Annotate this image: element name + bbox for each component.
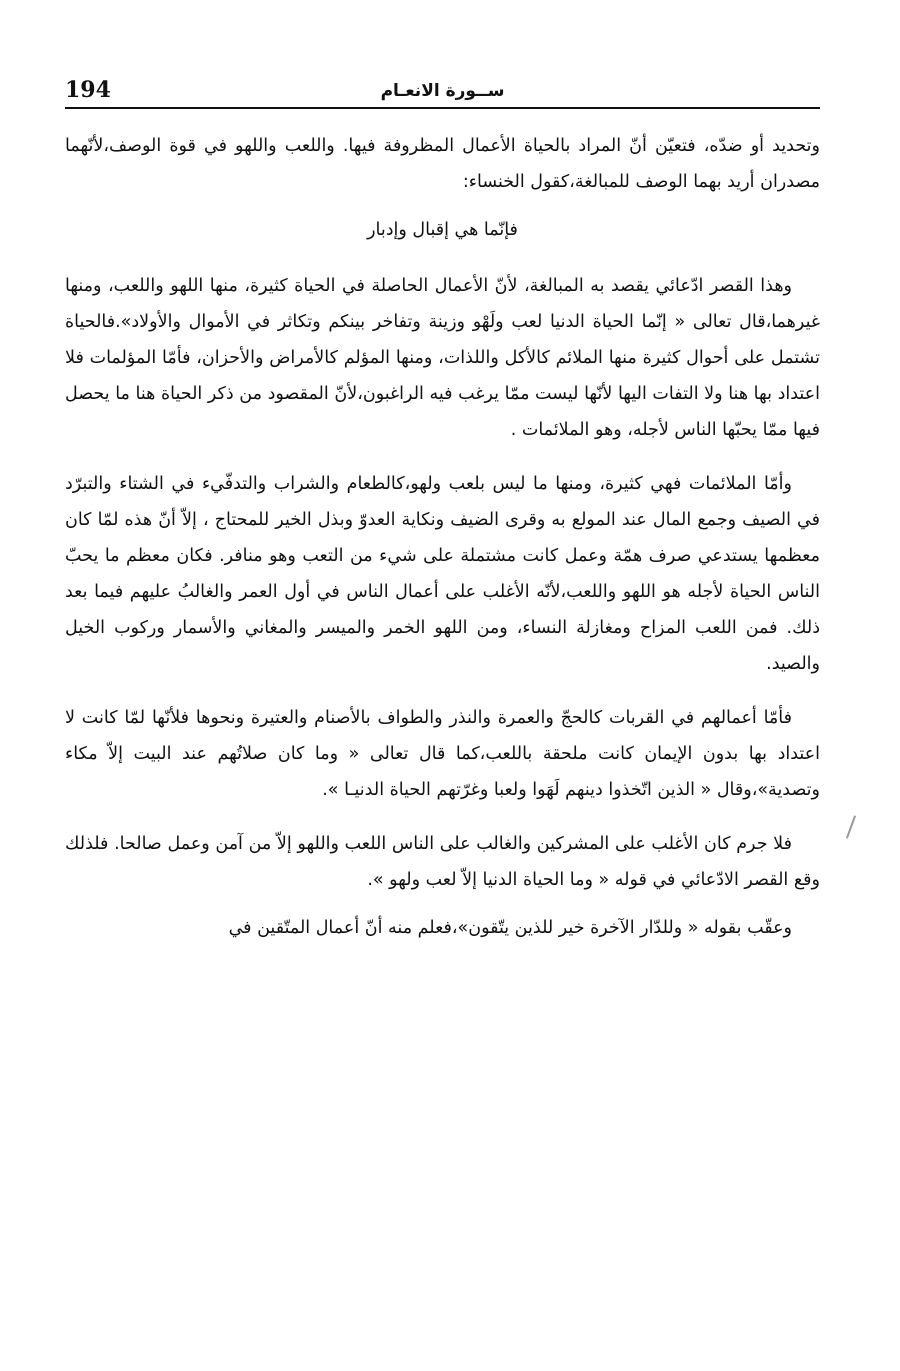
paragraph: فأمّا أعمالهم في القربات كالحجّ والعمرة والنذر والطواف بالأصنام والعتيرة ونحوها فلأنّها لمّا كانت لا اعتداد بها بدون الإيمان كانت ملحقة باللعب،كما قال تعالى « وما كان صلاتُهم عند البيت إلاّ مكاء وتصدية»،وقال « الذين اتّخذوا دينهم لَهَوا ولعبا وغرّتهم الحياة الدنيـا ». [65,708,820,800]
page-number: 194 [65,77,111,103]
paragraph: وتحديد أو ضدّه، فتعيّن أنّ المراد بالحياة الأعمال المظروفة فيها. واللعب واللهو في قوة الوصف،لأنّهما مصدران أريد بهما الوصف للمبالغة،كقول الخنساء: [65,136,820,192]
paragraph: وهذا القصر ادّعائي يقصد به المبالغة، لأنّ الأعمال الحاصلة في الحياة كثيرة، منها اللهو واللعب، ومنها غيرهما،قال تعالى « إنّما الحياة الدنيا لعب ولَهْو وزينة وتفاخر بينكم وتكاثر في الأموال والأولاد».فالحياة تشتمل على أحوال كثيرة منها الملائم كالأكل واللذات، ومنها المؤلم كالأمراض والأحزان، فأمّا المؤلمات فلا اعتداد بها هنا ولا التفات اليها لأنّها ليست ممّا يرغب فيه الراغبون،لأنّ المقصود من ذكر الحياة هنا ما يحصل فيها ممّا يحبّها الناس لأجله، وهو الملائمات . [65,276,820,440]
poetry-verse: فإنّما هي إقبال وإدبار [367,220,518,240]
paragraph: فلا جرم كان الأغلب على المشركين والغالب على الناس اللعب واللهو إلاّ من آمن وعمل صالحا. فلذلك وقع القصر الادّعائي في قوله « وما الحياة الدنيا إلاّ لعب ولهو ». [65,834,820,890]
margin-mark [846,815,856,838]
page-header [65,75,820,109]
paragraph: وعقّب بقوله « وللدّار الآخرة خير للذين يتّقون»،فعلم منه أنّ أعمال المتّقين في [228,918,792,938]
body-text [65,128,820,964]
surah-title: ســورة الانعـام [380,81,505,101]
paragraph: وأمّا الملائمات فهي كثيرة، ومنها ما ليس بلعب ولهو،كالطعام والشراب والتدفّيء في الشتاء والتبرّد في الصيف وجمع المال عند المولع به وقرى الضيف ونكاية العدوّ وبذل الخير للمحتاج ، إلاّ أنّ هذه لمّا كان معظمها يستدعي صرف همّة وعمل كانت مشتملة على شيء من التعب وهو منافر. فكان معظم ما يحبّ الناس الحياة لأجله هو اللهو واللعب،لأنّه الأغلب على أعمال الناس في أول العمر والغالبُ عليهم فيما بعد ذلك. فمن اللعب المزاح ومغازلة النساء، ومن اللهو الخمر والميسر والمغاني والأسمار وركوب الخيل والصيد. [65,474,820,674]
